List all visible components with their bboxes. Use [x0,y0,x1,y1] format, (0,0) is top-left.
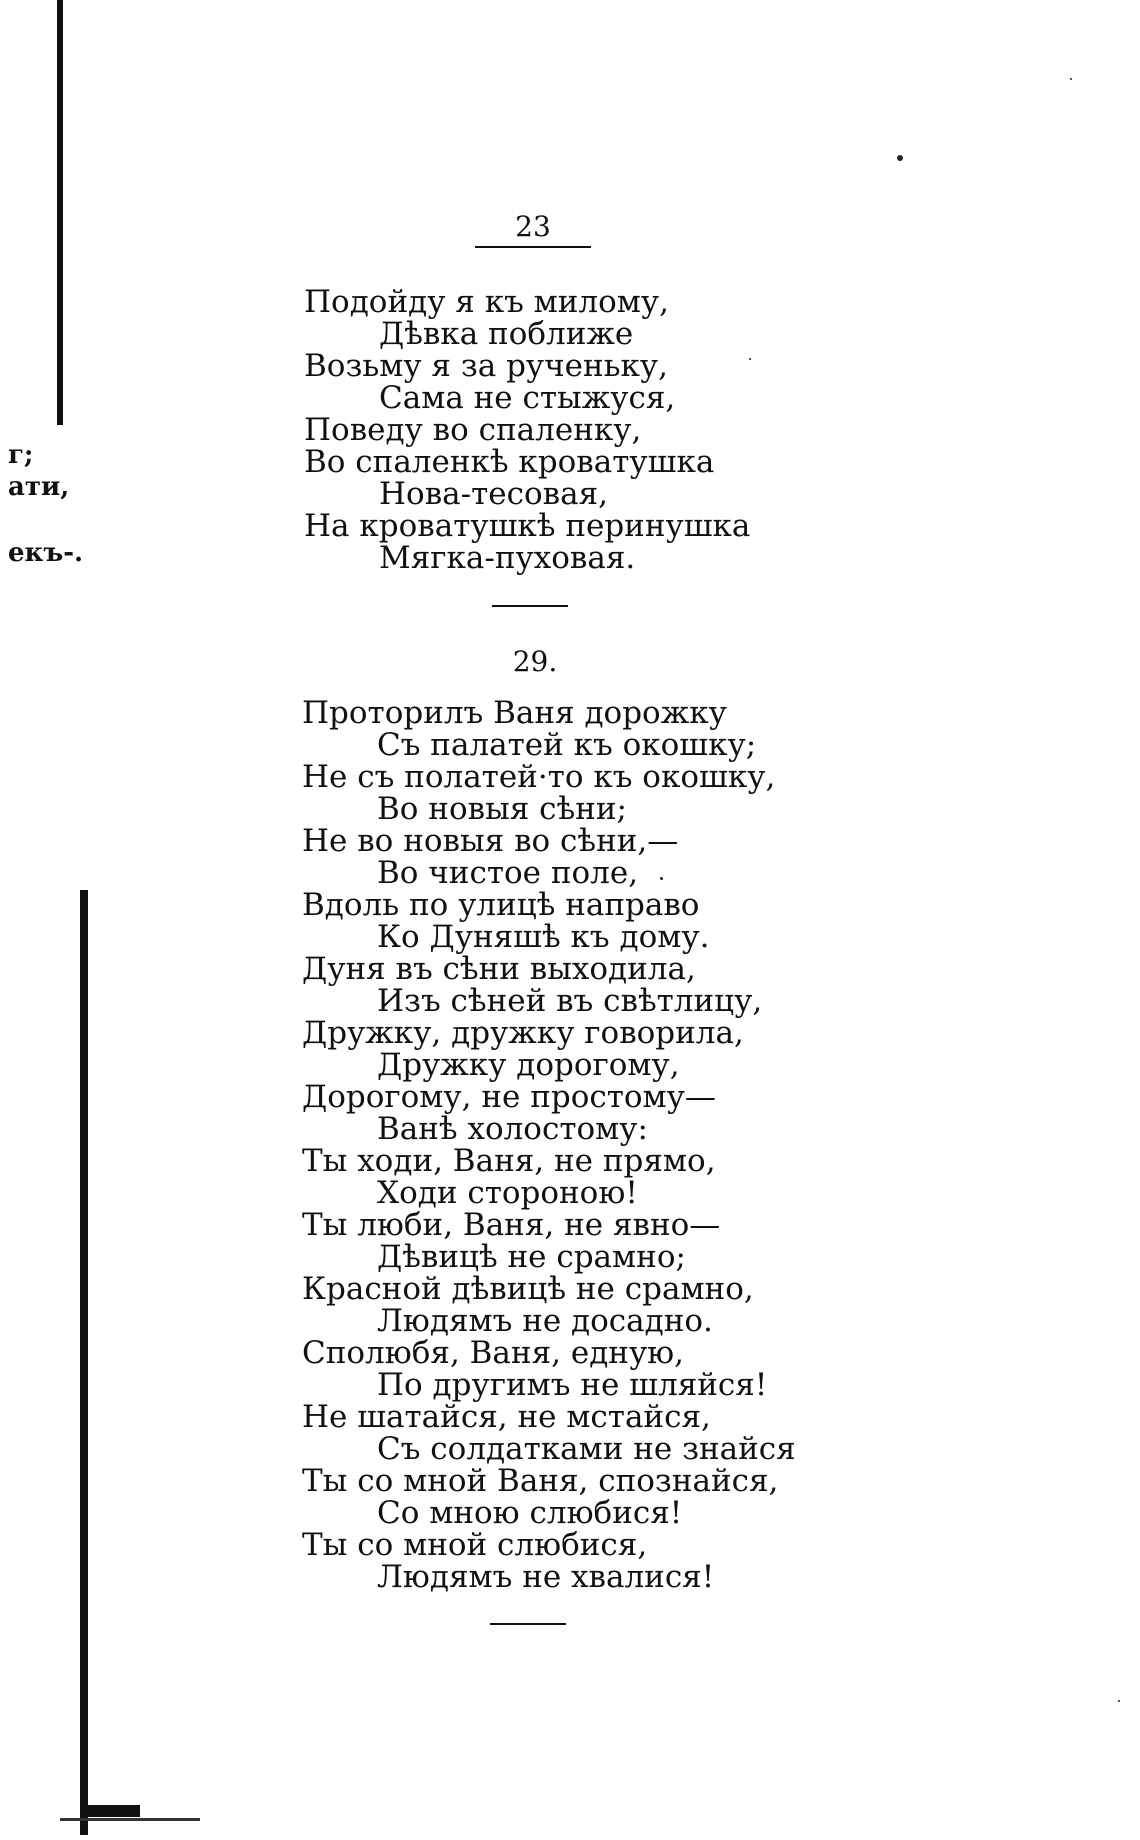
verse-line: На кроватушкѣ перинушка [304,508,751,544]
section-number: 29. [512,645,558,678]
verse-line: Ко Дуняшѣ къ дому. [377,919,710,955]
verse-line: Людямъ не досадно. [377,1303,713,1339]
verse-line: Возьму я за рученьку, [304,348,669,384]
verse-line: Во чистое поле, [377,855,639,891]
verse-line: Во спаленкѣ кроватушка [304,444,715,480]
binding-edge-top [57,0,63,425]
verse-line: Во новыя сѣни; [377,791,627,827]
verse-line: Дѣвка поближе [379,316,634,352]
verse-line: Дѣвицѣ не срамно; [377,1239,686,1275]
print-speck [1070,78,1072,80]
margin-fragment: г; [8,440,34,470]
verse-line: Дружку, дружку говорила, [302,1015,744,1051]
verse-line: Ты со мной слюбися, [302,1527,648,1563]
verse-line: Ты ходи, Ваня, не прямо, [302,1143,716,1179]
verse-line: Съ солдатками не знайся [377,1431,796,1467]
binding-edge-foot [60,1818,200,1821]
poem-previous-ending [304,286,750,574]
verse-line: Ты люби, Ваня, не явно— [302,1207,721,1243]
verse-line: Вдоль по улицѣ направо [302,887,700,923]
verse-line: Поведу во спаленку, [304,412,642,448]
verse-line: Мягка-пуховая. [379,540,636,576]
verse-line: Не во новыя во сѣни,— [302,823,679,859]
verse-line: Ходи стороною! [377,1175,638,1211]
verse-line: Дуня въ сѣни выходила, [302,951,696,987]
verse-line: Не съ полатей·то къ окошку, [302,759,776,795]
print-speck [1118,1700,1120,1702]
verse-line: Ванѣ холостому: [377,1111,648,1147]
page-number-rule [475,246,591,248]
verse-line: Изъ сѣней въ свѣтлицу, [377,983,763,1019]
binding-edge-base [80,1805,140,1817]
verse-line: Сполюбя, Ваня, едную, [302,1335,685,1371]
verse-line: Людямъ не хвалися! [377,1559,715,1595]
print-speck [897,155,903,161]
binding-edge-bottom [80,890,88,1835]
verse-line: Со мною слюбися! [377,1495,683,1531]
verse-line: Нова-тесовая, [379,476,608,512]
section-divider [492,605,568,607]
verse-line: Съ палатей къ окошку; [377,727,757,763]
margin-fragment: екъ-. [8,538,84,568]
verse-line: Красной дѣвицѣ не срамно, [302,1271,754,1307]
verse-line: Дружку дорогому, [377,1047,680,1083]
verse-line: По другимъ не шляйся! [377,1367,768,1403]
page-number: 23 [515,210,551,243]
verse-line: Подойду я къ милому, [304,284,669,320]
verse-line: Сама не стыжуся, [379,380,676,416]
verse-line: Ты со мной Ваня, спознайся, [302,1463,779,1499]
margin-fragment: ати, [8,472,70,502]
verse-line: Проторилъ Ваня дорожку [302,695,727,731]
section-divider [490,1623,566,1625]
poem-29 [302,697,796,1593]
verse-line: Не шатайся, не мстайся, [302,1399,711,1435]
verse-line: Дорогому, не простому— [302,1079,716,1115]
